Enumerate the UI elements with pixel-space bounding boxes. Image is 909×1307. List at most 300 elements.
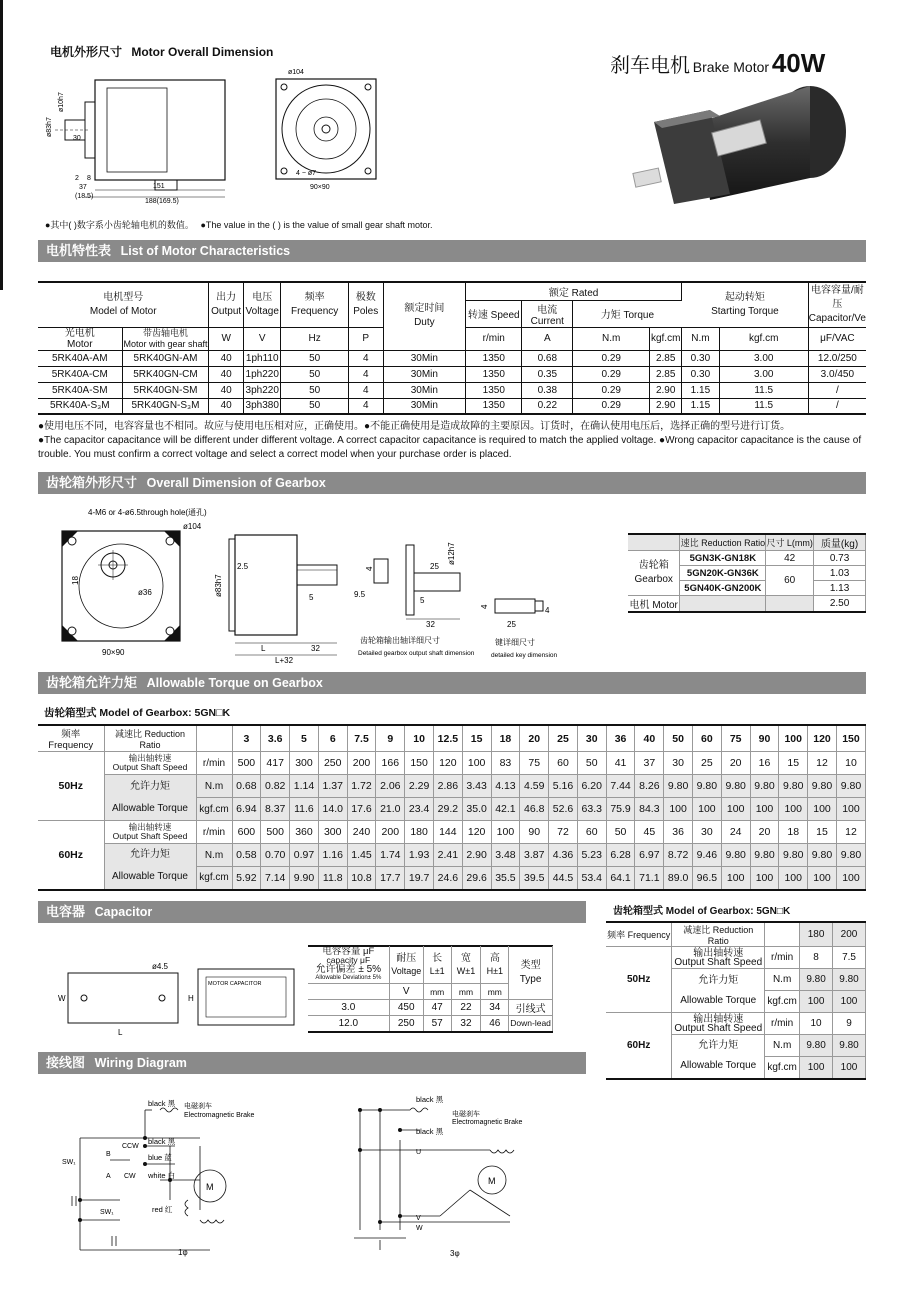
torque-cell: 45 xyxy=(635,821,664,844)
torque-speed-label: 输出轴转速 Output Shaft Speed xyxy=(104,752,196,775)
motor-row xyxy=(38,382,866,398)
product-header xyxy=(610,48,825,79)
gb-holes: 4-M6 or 4-ø6.5through hole(通孔) xyxy=(88,508,207,517)
key-cap-en: detailed key dimension xyxy=(491,652,558,659)
torque-cell: 0.97 xyxy=(290,844,319,867)
torque-freq-hz60: 60Hz xyxy=(38,821,104,890)
sh-32: 32 xyxy=(426,620,435,629)
motor-cell-m1: 5RK40A-SM xyxy=(38,382,122,398)
capacitor-title-zh: 电容器 xyxy=(46,904,86,919)
cap-row1-l: 57 xyxy=(423,1016,451,1032)
motor-cell-w: 40 xyxy=(209,398,244,414)
h-torque: 力矩 Torque xyxy=(573,300,682,327)
t2-50-u-kgf: kgf.cm xyxy=(765,991,800,1013)
h-poles: 极数 Poles xyxy=(348,282,383,327)
torque-cell: 417 xyxy=(261,752,290,775)
wiring-bar xyxy=(38,1052,586,1074)
gb-L32: L+32 xyxy=(275,656,294,665)
motor-cell-snm: 1.15 xyxy=(682,382,720,398)
t2-50-u-rpm: r/min xyxy=(765,947,800,969)
torque-cell: 11.8 xyxy=(318,867,347,890)
gb-gearbox-label: 齿轮箱 Gearbox xyxy=(628,551,680,596)
u-output: W xyxy=(209,327,244,350)
torque-cell: 10.8 xyxy=(347,867,376,890)
torque-cell: 37 xyxy=(635,752,664,775)
motor-char-title-en: List of Motor Characteristics xyxy=(120,244,291,258)
h-capacitor: 电容容量/耐压 Capacitor/Ve xyxy=(808,282,866,327)
cap-h-len: 长 L±1 xyxy=(423,946,451,984)
wiring-title-en: Wiring Diagram xyxy=(94,1056,187,1070)
torque-cell: 39.5 xyxy=(520,867,549,890)
torque-cell: 60 xyxy=(549,752,578,775)
torque-cell: 100 xyxy=(808,867,837,890)
torque-cell: 12 xyxy=(808,752,837,775)
torque-cell: 150 xyxy=(405,752,434,775)
capacitor-drawing xyxy=(56,955,306,1045)
capacitor-table xyxy=(308,945,553,1033)
h-frequency: 频率 Frequency xyxy=(281,282,348,327)
w1-b: B xyxy=(106,1151,111,1158)
motor-cell-m1: 5RK40A-S₃M xyxy=(38,398,122,414)
h-voltage: 电压 Voltage xyxy=(243,282,281,327)
sh-cap-en: Detailed gearbox output shaft dimension xyxy=(358,650,475,657)
torque-ratio: 3.6 xyxy=(261,725,290,752)
gb-mass-2: 1.13 xyxy=(814,581,866,596)
key-detail-drawing xyxy=(480,585,573,715)
t2-50-nm-0: 9.80 xyxy=(800,969,833,991)
torque-cell: 9.80 xyxy=(779,775,808,798)
t2-50-kgf-0: 100 xyxy=(800,991,833,1013)
w3-m: M xyxy=(488,1176,496,1186)
torque-row-hz60-rpm xyxy=(38,821,866,844)
torque-speed-label: 输出轴转速 Output Shaft Speed xyxy=(104,821,196,844)
torque-cell: 9.80 xyxy=(750,775,779,798)
torque-cell: 8.26 xyxy=(635,775,664,798)
dim-37: 37 xyxy=(79,184,87,191)
motor-cell-a: 0.68 xyxy=(522,350,573,366)
sh-9-5: 9.5 xyxy=(354,590,366,599)
motor-cell-nm: 0.29 xyxy=(573,382,650,398)
motor-cell-w: 40 xyxy=(209,366,244,382)
motor-cell-p: 4 xyxy=(348,398,383,414)
torque-cell: 3.43 xyxy=(462,775,491,798)
torque-cell: 2.29 xyxy=(405,775,434,798)
gb-size-0: 42 xyxy=(766,551,814,566)
w1-sw1: SW₁ xyxy=(62,1159,76,1166)
torque-cell: 16 xyxy=(750,752,779,775)
motor-dim-note-zh: ●其中( )数字系小齿轮轴电机的数值。 xyxy=(45,220,194,230)
torque-cell: 12 xyxy=(836,821,865,844)
t2-h-freq: 频率 Frequency xyxy=(606,922,672,947)
w1-m: M xyxy=(206,1182,214,1192)
torque-cell: 36 xyxy=(664,821,693,844)
cap-d45: ø4.5 xyxy=(152,962,169,971)
torque-cell: 6.97 xyxy=(635,844,664,867)
w1-white: white 白 xyxy=(148,1171,176,1180)
torque-title-en: Allowable Torque on Gearbox xyxy=(146,676,323,690)
motor-cell-hz: 50 xyxy=(281,350,348,366)
w1-blue: blue 蓝 xyxy=(148,1153,172,1162)
torque-h-freq: 频率 Frequency xyxy=(38,725,104,752)
torque-cell: 100 xyxy=(462,752,491,775)
cap-row0-v: 450 xyxy=(389,1000,423,1016)
torque-cell: 23.4 xyxy=(405,798,434,821)
torque-cell: 83 xyxy=(491,752,520,775)
torque-ratio: 7.5 xyxy=(347,725,376,752)
torque-cell: 3.48 xyxy=(491,844,520,867)
motor-cell-m2: 5RK40GN-S₃M xyxy=(122,398,209,414)
motor-dim-title-zh: 电机外形尺寸 xyxy=(50,45,123,59)
torque-cell: 5.92 xyxy=(232,867,261,890)
torque-cell: 100 xyxy=(721,798,750,821)
gearbox-side-drawing xyxy=(214,525,365,685)
torque-torque-label: 允许力矩 Allowable Torque xyxy=(104,775,196,821)
motor-cell-v: 3ph220 xyxy=(243,382,281,398)
w1-brake-zh: 电磁刹车 xyxy=(184,1103,212,1110)
t2-60-nm-1: 9.80 xyxy=(833,1035,866,1057)
torque-cell: 120 xyxy=(433,752,462,775)
motor-row xyxy=(38,398,866,414)
gb-18: 18 xyxy=(71,576,80,585)
torque-cell: 75 xyxy=(520,752,549,775)
key-cap-zh: 键详细尺寸 xyxy=(495,638,535,647)
torque-cell: 1.93 xyxy=(405,844,434,867)
motor-dim-heading xyxy=(50,43,273,60)
wiring-3ph-diagram xyxy=(340,1090,570,1260)
u-nm2: N.m xyxy=(682,327,720,350)
torque-cell: 35.0 xyxy=(462,798,491,821)
product-name-zh: 刹车电机 xyxy=(610,55,690,77)
motor-char-bar xyxy=(38,240,866,262)
t2-50-torque-label: 允许力矩 Allowable Torque xyxy=(672,969,765,1013)
motor-dim-note xyxy=(45,218,433,232)
t2-60-u-nm: N.m xyxy=(765,1035,800,1057)
torque-cell: 300 xyxy=(290,752,319,775)
motor-cell-snm: 1.15 xyxy=(682,398,720,414)
torque-cell: 25 xyxy=(693,752,722,775)
torque-ratio: 10 xyxy=(405,725,434,752)
torque-cell: 9.46 xyxy=(693,844,722,867)
motor-char-note-zh: ●使用电压不同，电容容量也不相同。故应与使用电压相对应，正确使用。●不能正确使用是造成故障的主要原因。订货时，在确认使用电压后，选择正确的型号进行订货。 xyxy=(38,421,791,432)
motor-cell-v: 1ph110 xyxy=(243,350,281,366)
torque-table xyxy=(38,724,866,891)
gearbox-dim-title-en: Overall Dimension of Gearbox xyxy=(146,476,326,490)
torque-cell: 84.3 xyxy=(635,798,664,821)
torque-ratio: 36 xyxy=(606,725,635,752)
gearbox-table xyxy=(628,533,866,613)
torque-cell: 9.80 xyxy=(693,775,722,798)
motor-char-title-zh: 电机特性表 xyxy=(46,243,112,258)
cap-row1-h: 46 xyxy=(481,1016,509,1032)
cap-h-wid: 宽 W±1 xyxy=(451,946,481,984)
torque-cell: 14.0 xyxy=(318,798,347,821)
torque-cell: 100 xyxy=(750,798,779,821)
torque-ratio: 6 xyxy=(318,725,347,752)
gearbox-dim-title-zh: 齿轮箱外形尺寸 xyxy=(46,475,138,490)
gb-d83h7: ø83h7 xyxy=(214,574,223,597)
dim-d104: ø104 xyxy=(288,69,304,76)
motor-photo xyxy=(640,82,860,202)
dim-d10h7: ø10h7 xyxy=(58,92,65,112)
torque-cell: 53.4 xyxy=(577,867,606,890)
w1-red: red 红 xyxy=(152,1205,173,1214)
torque-ratio: 25 xyxy=(549,725,578,752)
gb-L: L xyxy=(261,644,266,653)
torque-cell: 1.37 xyxy=(318,775,347,798)
w3-w: W xyxy=(416,1225,423,1232)
w3-brake-zh: 电磁刹车 xyxy=(452,1111,480,1118)
cap-h-voltage: 耐压 Voltage xyxy=(389,946,423,984)
torque-bar xyxy=(38,672,866,694)
gb-90x90: 90×90 xyxy=(102,648,125,657)
torque-cell: 4.59 xyxy=(520,775,549,798)
cap-u-mm1: mm xyxy=(423,984,451,1000)
torque-cell: 9.80 xyxy=(836,775,865,798)
torque-cell: 2.41 xyxy=(433,844,462,867)
cap-w: W xyxy=(58,994,66,1003)
gb-motor-blank2 xyxy=(766,596,814,613)
dim-d83h7: ø83h7 xyxy=(46,117,53,137)
w1-black: black 黑 xyxy=(148,1099,176,1108)
motor-cell-rpm: 1350 xyxy=(466,398,522,414)
torque-cell: 9.80 xyxy=(808,844,837,867)
torque-ratio: 3 xyxy=(232,725,261,752)
gb-mass-0: 0.73 xyxy=(814,551,866,566)
key-4: 4 xyxy=(480,604,489,609)
torque-cell: 24.6 xyxy=(433,867,462,890)
torque-cell: 9.80 xyxy=(836,844,865,867)
capacitor-bar xyxy=(38,901,586,923)
motor-cell-kgf: 2.85 xyxy=(650,366,682,382)
motor-cell-a: 0.38 xyxy=(522,382,573,398)
torque-cell: 100 xyxy=(664,798,693,821)
gb-d104: ø104 xyxy=(183,522,202,531)
motor-dim-note-en: ●The value in the ( ) is the value of small gear shaft motor. xyxy=(200,220,433,230)
torque-cell: 44.5 xyxy=(549,867,578,890)
u-poles: P xyxy=(348,327,383,350)
motor-cell-nm: 0.29 xyxy=(573,366,650,382)
t2-50-speed-label: 输出轴转速 Output Shaft Speed xyxy=(672,947,765,969)
torque-ratio: 60 xyxy=(693,725,722,752)
u-current: A xyxy=(522,327,573,350)
torque-h-ratio: 减速比 Reduction Ratio xyxy=(104,725,196,752)
u-kgf2: kgf.cm xyxy=(719,327,808,350)
torque-torque-label: 允许力矩 Allowable Torque xyxy=(104,844,196,890)
torque-cell: 30 xyxy=(693,821,722,844)
gb-5: 5 xyxy=(309,593,314,602)
gb-motor-mass: 2.50 xyxy=(814,596,866,613)
torque-cell: 7.14 xyxy=(261,867,290,890)
t2-60-rpm-0: 10 xyxy=(800,1013,833,1035)
t2-ratio-1: 200 xyxy=(833,922,866,947)
cap-row0-cap: 3.0 xyxy=(308,1000,389,1016)
gb-motor-blank1 xyxy=(680,596,766,613)
gb-mass-1: 1.03 xyxy=(814,566,866,581)
torque-cell: 1.16 xyxy=(318,844,347,867)
torque-cell: 1.45 xyxy=(347,844,376,867)
h-starting-torque: 起动转矩 Starting Torque xyxy=(682,282,809,327)
motor-cell-kgf: 2.90 xyxy=(650,382,682,398)
torque-cell: 9.80 xyxy=(750,844,779,867)
torque-cell: 7.44 xyxy=(606,775,635,798)
torque-cell: 18 xyxy=(779,821,808,844)
t2-60-kgf-1: 100 xyxy=(833,1057,866,1079)
torque-cell: 41 xyxy=(606,752,635,775)
dim-2: 2 xyxy=(75,175,79,182)
h-speed: 转速 Speed xyxy=(466,300,522,327)
torque-title-zh: 齿轮箱允许力矩 xyxy=(46,675,138,690)
motor-cell-m2: 5RK40GN-CM xyxy=(122,366,209,382)
t2-60-speed-label: 输出轴转速 Output Shaft Speed xyxy=(672,1013,765,1035)
t2-60-torque-label: 允许力矩 Allowable Torque xyxy=(672,1035,765,1079)
torque-cell: 500 xyxy=(261,821,290,844)
torque-cell: 89.0 xyxy=(664,867,693,890)
t2-h-ratio: 减速比 Reduction Ratio xyxy=(672,922,765,947)
torque-ratio: 9 xyxy=(376,725,405,752)
torque-cell: 90 xyxy=(520,821,549,844)
gb-h-blank xyxy=(628,534,680,551)
motor-cell-m2: 5RK40GN-SM xyxy=(122,382,209,398)
product-name-en: Brake Motor xyxy=(692,59,770,75)
t2-50-rpm-1: 7.5 xyxy=(833,947,866,969)
motor-char-note-en: ●The capacitor capacitance will be different under different voltage. A correct capacitor capacitance is required to match the applied voltage. ●Wrong capacitor capacitance is the cause of trouble. You must confirm a correct voltage and select a correct model when your purchase order is placed. xyxy=(38,435,862,460)
torque-cell: 100 xyxy=(808,798,837,821)
torque-cell: 8.72 xyxy=(664,844,693,867)
motor-cell-skgf: 3.00 xyxy=(719,366,808,382)
torque-cell: 100 xyxy=(693,798,722,821)
torque-unit: kgf.cm xyxy=(196,867,232,890)
torque-cell: 250 xyxy=(318,752,347,775)
torque-cell: 24 xyxy=(721,821,750,844)
torque-row-hz50-nm xyxy=(38,775,866,798)
torque-cell: 17.7 xyxy=(376,867,405,890)
cap-u-blank xyxy=(308,984,389,1000)
torque-cell: 100 xyxy=(836,867,865,890)
torque-cell: 1.74 xyxy=(376,844,405,867)
w1-1ph: 1φ xyxy=(178,1248,188,1257)
cap-u-mm2: mm xyxy=(451,984,481,1000)
torque-cell: 300 xyxy=(318,821,347,844)
torque-cell: 0.58 xyxy=(232,844,261,867)
torque-ratio: 20 xyxy=(520,725,549,752)
motor-cell-duty: 30Min xyxy=(383,398,465,414)
torque-cell: 9.90 xyxy=(290,867,319,890)
u-cap: μF/VAC xyxy=(808,327,866,350)
torque-cell: 9.80 xyxy=(721,844,750,867)
motor-char-table xyxy=(38,281,866,415)
torque-cell: 9.80 xyxy=(664,775,693,798)
t2-60-rpm-1: 9 xyxy=(833,1013,866,1035)
torque-cell: 5.23 xyxy=(577,844,606,867)
h-rated: 额定 Rated xyxy=(466,282,682,300)
torque-cell: 71.1 xyxy=(635,867,664,890)
torque-cell: 75.9 xyxy=(606,798,635,821)
motor-cell-p: 4 xyxy=(348,350,383,366)
dim-8: 8 xyxy=(87,175,91,182)
motor-cell-m1: 5RK40A-AM xyxy=(38,350,122,366)
motor-cell-duty: 30Min xyxy=(383,382,465,398)
torque-cell: 0.68 xyxy=(232,775,261,798)
torque-ratio: 100 xyxy=(779,725,808,752)
torque-cell: 240 xyxy=(347,821,376,844)
torque-cell: 46.8 xyxy=(520,798,549,821)
torque-unit: r/min xyxy=(196,821,232,844)
sh-4: 4 xyxy=(365,566,374,571)
torque-ratio: 40 xyxy=(635,725,664,752)
u-speed: r/min xyxy=(466,327,522,350)
torque-cell: 96.5 xyxy=(693,867,722,890)
torque-row-hz50-rpm xyxy=(38,752,866,775)
torque-cell: 29.2 xyxy=(433,798,462,821)
torque-cell: 1.72 xyxy=(347,775,376,798)
torque-cell: 200 xyxy=(347,752,376,775)
gb-h-ratio: 速比 Reduction Ratio xyxy=(680,534,766,551)
torque2-subtitle: 齿轮箱型式 Model of Gearbox: 5GN□K xyxy=(613,906,791,917)
torque-cell: 35.5 xyxy=(491,867,520,890)
t2-50-kgf-1: 100 xyxy=(833,991,866,1013)
torque-cell: 9.80 xyxy=(779,844,808,867)
motor-cell-duty: 30Min xyxy=(383,350,465,366)
torque-h-blank xyxy=(196,725,232,752)
torque-head-row xyxy=(38,725,866,752)
motor-cell-a: 0.22 xyxy=(522,398,573,414)
torque-cell: 50 xyxy=(577,752,606,775)
dim-151: 151 xyxy=(153,183,165,190)
motor-cell-cap: / xyxy=(808,382,866,398)
motor-cell-snm: 0.30 xyxy=(682,350,720,366)
torque-cell: 20 xyxy=(750,821,779,844)
torque-cell: 166 xyxy=(376,752,405,775)
motor-row xyxy=(38,366,866,382)
motor-cell-hz: 50 xyxy=(281,366,348,382)
h-current: 电流 Current xyxy=(522,300,573,327)
torque-ratio: 150 xyxy=(836,725,865,752)
motor-cell-rpm: 1350 xyxy=(466,382,522,398)
torque-cell: 6.20 xyxy=(577,775,606,798)
gb-model-0: 5GN3K-GN18K xyxy=(680,551,766,566)
t2-60-kgf-0: 100 xyxy=(800,1057,833,1079)
dim-30: 30 xyxy=(73,135,81,142)
torque-unit: N.m xyxy=(196,844,232,867)
cap-u-v: V xyxy=(389,984,423,1000)
t2-50-u-nm: N.m xyxy=(765,969,800,991)
torque-ratio: 50 xyxy=(664,725,693,752)
torque-cell: 100 xyxy=(836,798,865,821)
motor-cell-duty: 30Min xyxy=(383,366,465,382)
torque-cell: 100 xyxy=(721,867,750,890)
torque-cell: 6.28 xyxy=(606,844,635,867)
motor-cell-m1: 5RK40A-CM xyxy=(38,366,122,382)
torque-row-hz60-nm xyxy=(38,844,866,867)
capacitor-title-en: Capacitor xyxy=(94,905,153,919)
cap-h: H xyxy=(188,994,194,1003)
t2-50-nm-1: 9.80 xyxy=(833,969,866,991)
t2-60-nm-0: 9.80 xyxy=(800,1035,833,1057)
torque-cell: 100 xyxy=(779,867,808,890)
t2-50hz: 50Hz xyxy=(606,947,672,1013)
torque-cell: 21.0 xyxy=(376,798,405,821)
shaft-detail-drawing xyxy=(352,535,475,665)
h-gear-motor: 带齿轴电机 Motor with gear shaft xyxy=(123,327,208,349)
sh-cap-zh: 齿轮箱输出轴详细尺寸 xyxy=(360,636,440,645)
cap-row1-type: Down-lead xyxy=(509,1016,553,1032)
cap-row0-w: 22 xyxy=(451,1000,481,1016)
w1-a: A xyxy=(106,1173,111,1180)
t2-60-u-rpm: r/min xyxy=(765,1013,800,1035)
w3-3ph: 3φ xyxy=(450,1249,460,1258)
torque-cell: 17.6 xyxy=(347,798,376,821)
torque-cell: 100 xyxy=(779,798,808,821)
